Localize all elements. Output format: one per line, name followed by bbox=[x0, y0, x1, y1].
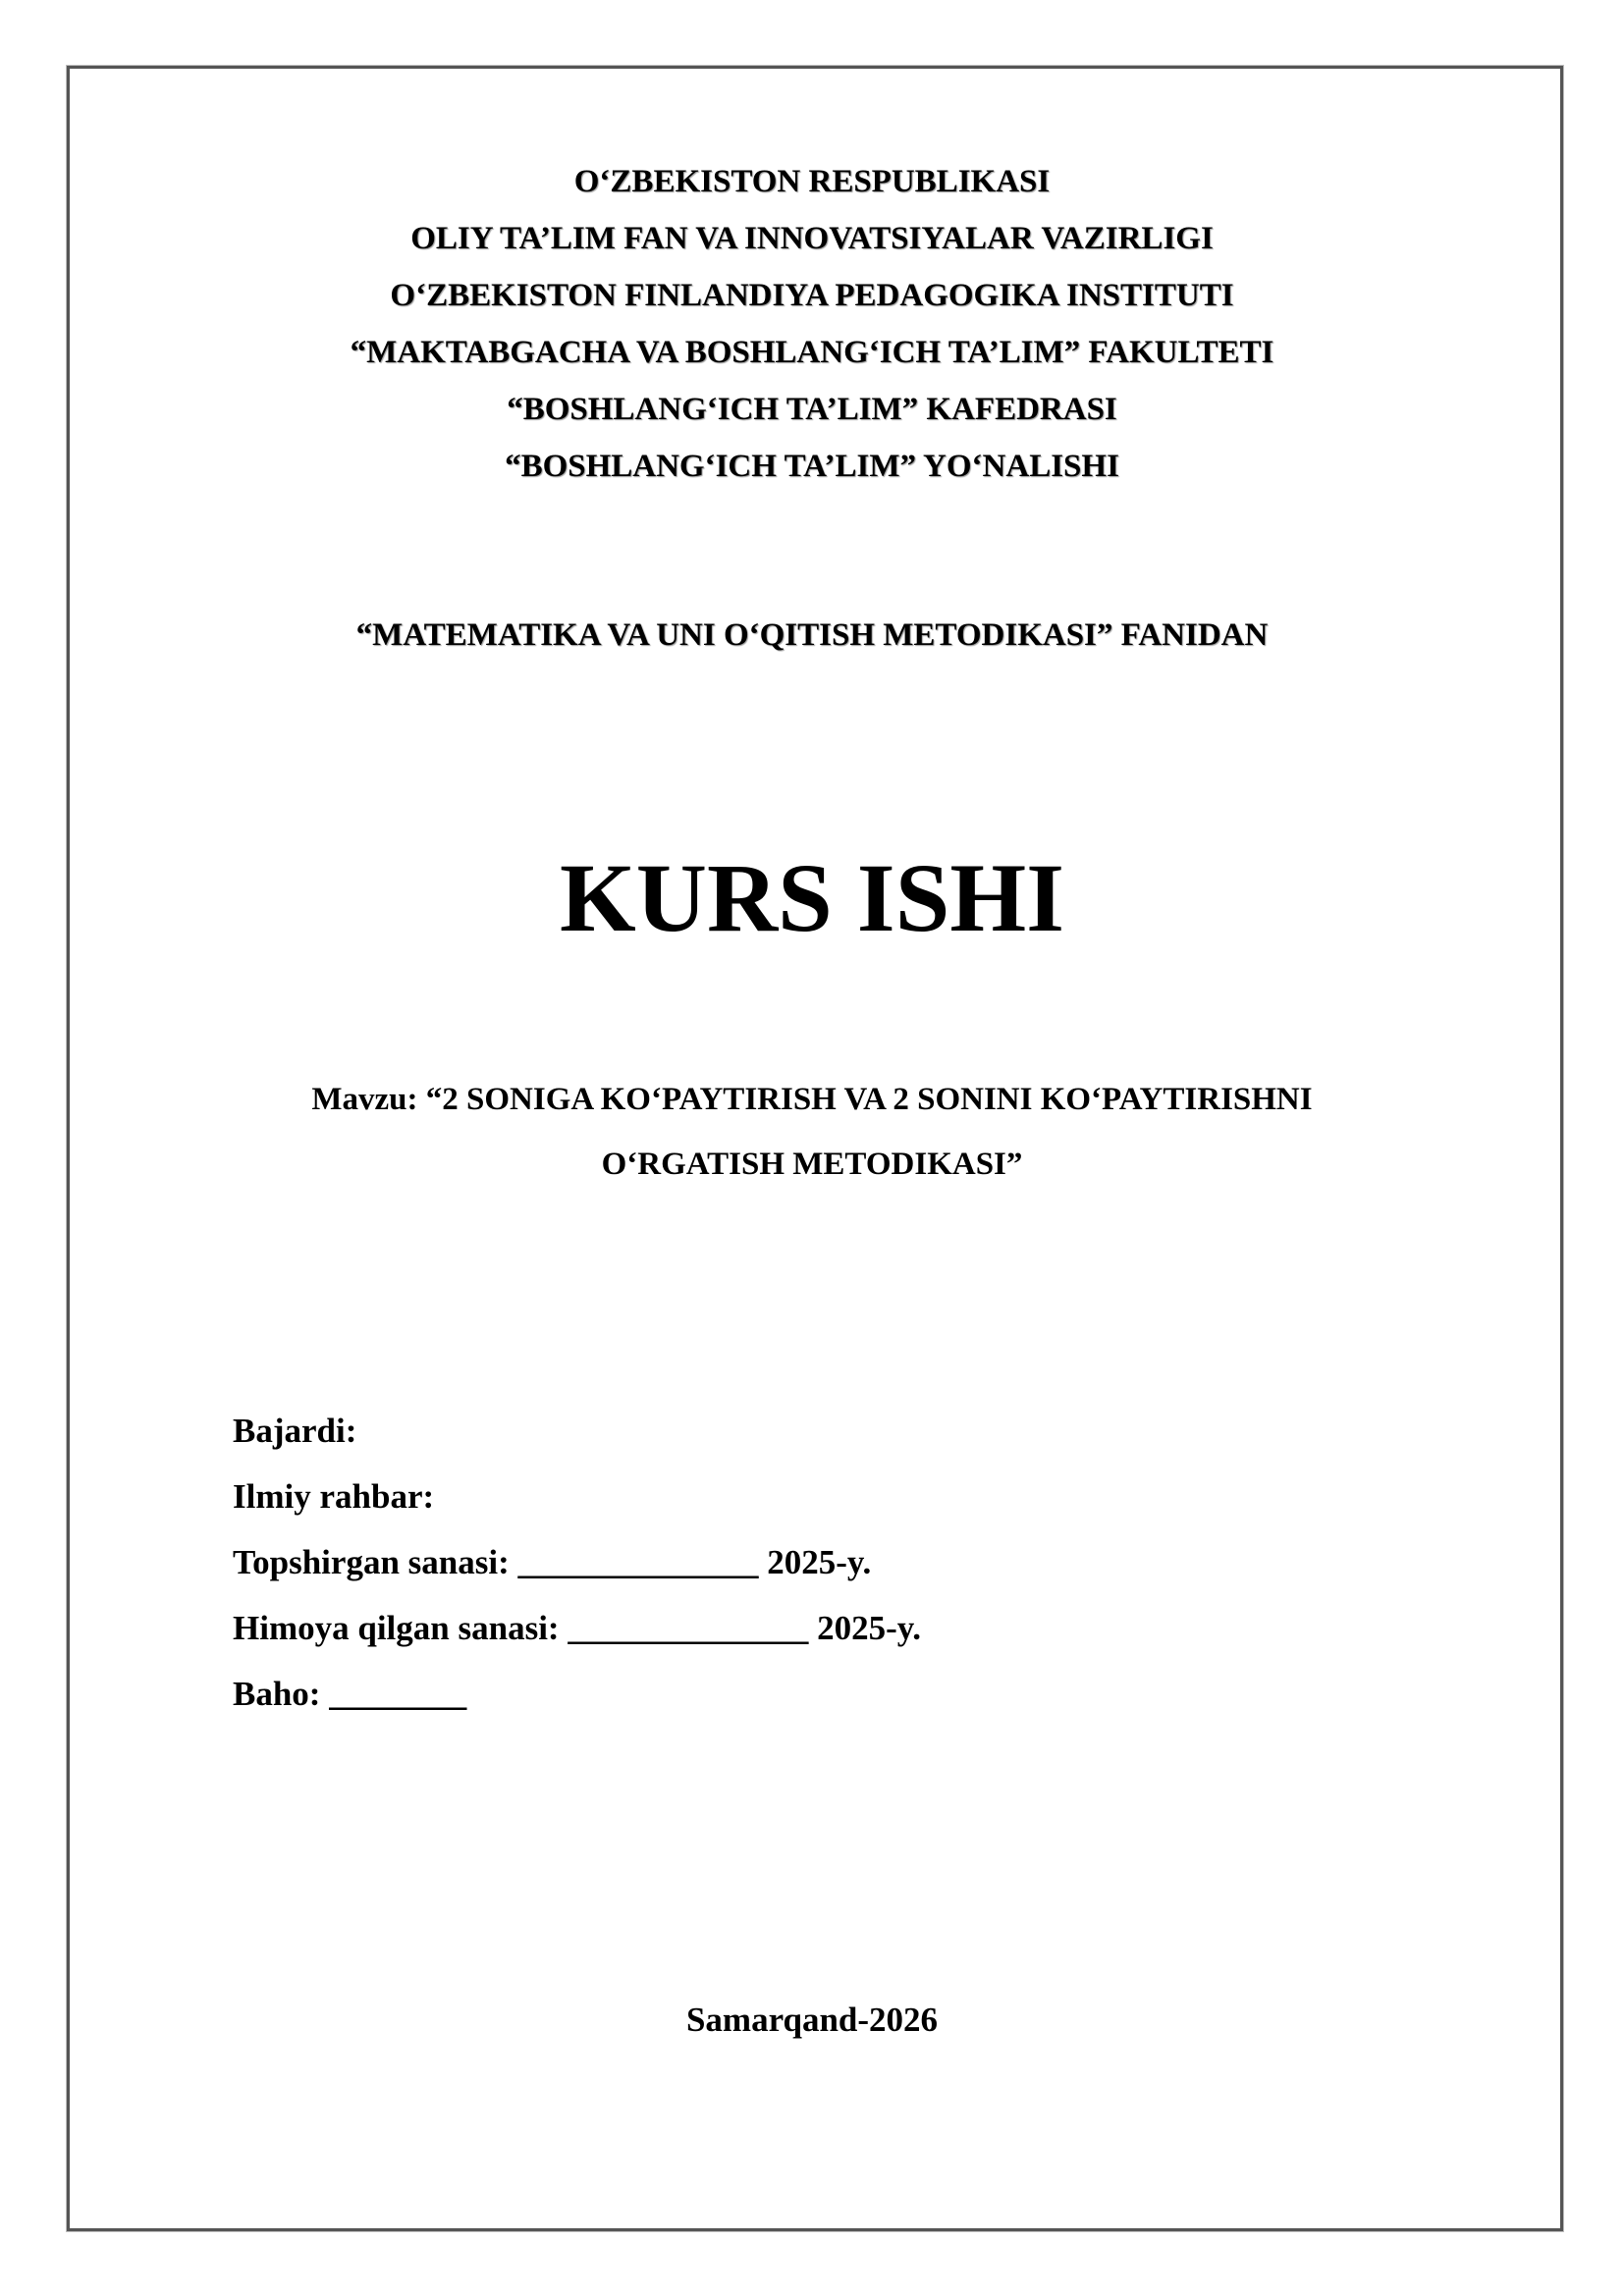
header-line-department: “BOSHLANG‘ICH TA’LIM” KAFEDRASI bbox=[507, 392, 1117, 427]
header-line-country: O‘ZBEKISTON RESPUBLIKASI bbox=[573, 164, 1051, 199]
defended-date-line: Himoya qilgan sanasi: ______________ 2025-y. bbox=[233, 1609, 922, 1647]
info-block bbox=[233, 1398, 1411, 1727]
header-line-direction: “BOSHLANG‘ICH TA’LIM” YO‘NALISHI bbox=[505, 449, 1119, 484]
grade-line: Baho: ________ bbox=[233, 1675, 467, 1713]
document-title: KURS ISHI bbox=[559, 843, 1065, 952]
header-line-faculty: “MAKTABGACHA VA BOSHLANG‘ICH TA’LIM” FAKULTETI bbox=[350, 335, 1274, 370]
topic-line-1: Mavzu: “2 SONIGA KO‘PAYTIRISH VA 2 SONINI KO‘PAYTIRISHNI bbox=[311, 1082, 1313, 1117]
supervisor-label: Ilmiy rahbar: bbox=[233, 1477, 435, 1516]
place-and-year: Samarqand-2026 bbox=[685, 2001, 939, 2039]
institution-header bbox=[0, 153, 1624, 495]
subject-line: “MATEMATIKA VA UNI O‘QITISH METODIKASI” FANIDAN bbox=[355, 617, 1269, 653]
header-line-institute: O‘ZBEKISTON FINLANDIYA PEDAGOGIKA INSTITUTI bbox=[390, 278, 1234, 313]
performed-by-label: Bajardi: bbox=[233, 1412, 357, 1450]
topic-block bbox=[0, 1067, 1624, 1197]
topic-line-2: O‘RGATISH METODIKASI” bbox=[601, 1147, 1023, 1182]
header-line-ministry: OLIY TA’LIM FAN VA INNOVATSIYALAR VAZIRLIGI bbox=[410, 221, 1214, 256]
submitted-date-line: Topshirgan sanasi: ______________ 2025-y. bbox=[233, 1543, 872, 1581]
